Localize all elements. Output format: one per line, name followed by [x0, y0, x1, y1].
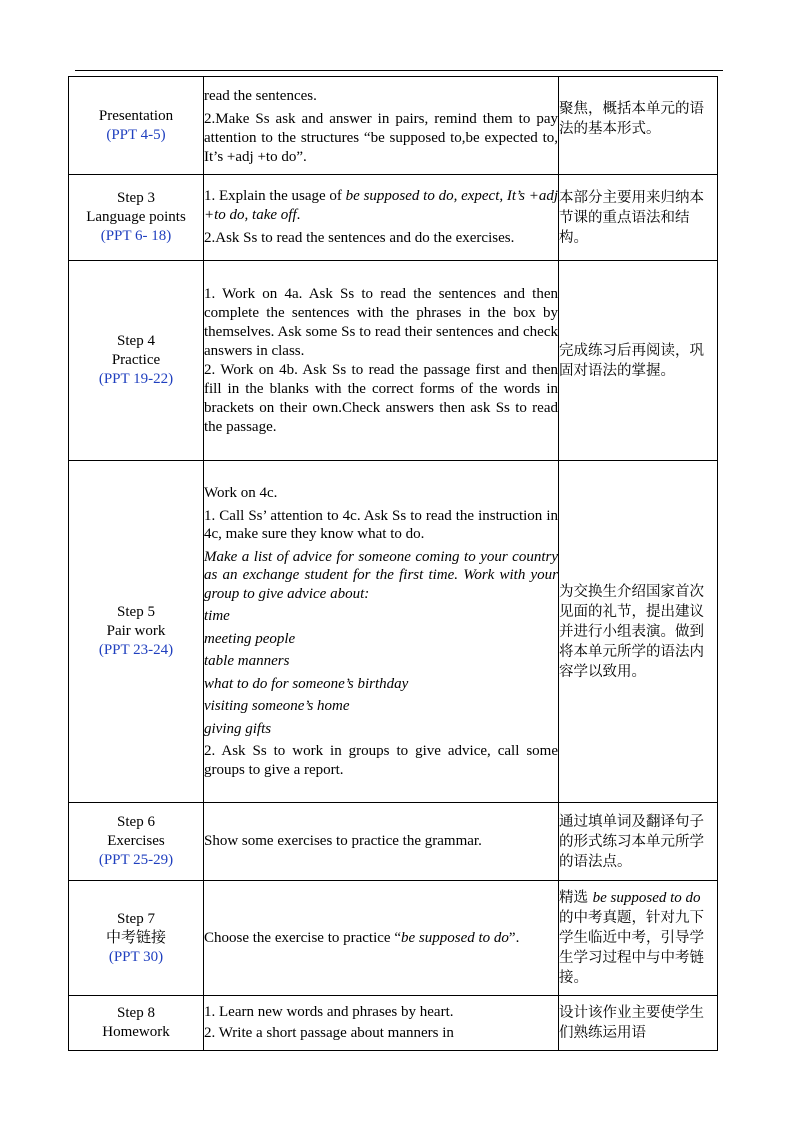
activity-line: 2. Write a short passage about manners in: [204, 1025, 454, 1041]
purpose-cell: 设计该作业主要使学生们熟练运用语: [559, 996, 718, 1051]
activity-line: Show some exercises to practice the grammar.: [204, 833, 482, 849]
table-row-step-8: [69, 996, 718, 1051]
activity-line: 1. Work on 4a. Ask Ss to read the sentences and then complete the sentences with the phrases in the box by themselves. Ask some Ss to read their sentences and check answers in class.: [204, 285, 558, 359]
step-number: Step 5: [117, 604, 155, 620]
purpose-cell: [559, 881, 718, 996]
table-row-step-5: [69, 461, 718, 803]
table-row-step-4: [69, 261, 718, 461]
table-row-step-7: [69, 881, 718, 996]
text-run: Choose the exercise to practice “: [204, 929, 401, 946]
activity-cell: [204, 77, 559, 175]
italic-run: be supposed to do, expect, It’s +adj +to do, take off: [204, 188, 558, 223]
ppt-ref: (PPT 6- 18): [100, 228, 172, 244]
step-cell: [69, 175, 204, 261]
activity-cell: [204, 996, 559, 1051]
step-cell: [69, 996, 204, 1051]
step-cell: [69, 261, 204, 461]
purpose-cell: 聚焦，概括本单元的语法的基本形式。: [559, 77, 718, 175]
activity-line: read the sentences.: [204, 88, 317, 104]
topic-item: time: [204, 608, 230, 624]
topic-item: giving gifts: [204, 720, 272, 737]
step-name: Exercises: [107, 833, 165, 849]
step-number: Step 7: [117, 910, 155, 927]
table-row-presentation: [69, 77, 718, 175]
step-name: Homework: [102, 1024, 170, 1040]
topic-item: what to do for someone’s birthday: [204, 675, 409, 692]
step-name: Pair work: [106, 623, 166, 639]
topic-item: visiting someone’s home: [204, 698, 350, 714]
text-run: 的中考真题，针对九下学生临近中考，引导学生学习过程中与中考链接。: [559, 910, 704, 986]
text-run: 1. Explain the usage of: [204, 188, 346, 204]
step-number: Step 4: [117, 333, 155, 349]
activity-line: [204, 187, 558, 225]
lesson-plan-table: [68, 76, 718, 1051]
step-cell: [69, 461, 204, 803]
topic-item: table manners: [204, 653, 290, 669]
activity-cell: [204, 881, 559, 996]
activity-line: 2. Work on 4b. Ask Ss to read the passage first and then fill in the blanks with the correct forms of the words in brackets on their own.Check answers then ask Ss to read the passage.: [204, 361, 558, 435]
italic-run: be supposed to do: [401, 929, 509, 946]
purpose-cell: 通过填单词及翻译句子的形式练习本单元所学的语法点。: [559, 803, 718, 881]
purpose-cell: 完成练习后再阅读，巩固对语法的掌握。: [559, 261, 718, 461]
italic-run: be supposed to do: [592, 890, 701, 906]
step-name: Practice: [111, 352, 161, 368]
activity-cell: [204, 175, 559, 261]
step-name: 中考链接: [105, 929, 166, 946]
table-row-step-3: [69, 175, 718, 261]
ppt-ref: (PPT 4-5): [106, 126, 166, 143]
activity-cell: [204, 803, 559, 881]
activity-line: 2.Make Ss ask and answer in pairs, remind them to pay attention to the structures “be supposed to,be expected to, It’s +adj +to do”.: [204, 111, 558, 165]
text-run: ”.: [508, 929, 520, 946]
step-cell: [69, 77, 204, 175]
header-rule: [75, 70, 723, 71]
task-prompt: Make a list of advice for someone coming to your country as an exchange student for the first time. Work with your group to give advice about:: [204, 548, 558, 602]
ppt-ref: (PPT 25-29): [98, 852, 174, 868]
activity-line: 2.Ask Ss to read the sentences and do the exercises.: [204, 230, 515, 246]
step-name: Presentation: [98, 107, 174, 124]
step-cell: [69, 803, 204, 881]
ppt-ref: (PPT 23-24): [98, 642, 174, 658]
activity-line: [204, 929, 558, 948]
activity-line: 1. Call Ss’ attention to 4c. Ask Ss to read the instruction in 4c, make sure they know what to do.: [204, 507, 558, 542]
step-number: Step 3: [117, 190, 155, 206]
text-run: 精选: [559, 890, 593, 906]
table-row-step-6: [69, 803, 718, 881]
purpose-cell: 为交换生介绍国家首次见面的礼节，提出建议并进行小组表演。做到将本单元所学的语法内容学以致用。: [559, 461, 718, 803]
step-number: Step 8: [117, 1005, 155, 1021]
activity-cell: [204, 261, 559, 461]
step-name: Language points: [86, 209, 186, 225]
ppt-ref: (PPT 19-22): [98, 371, 174, 387]
activity-line: Work on 4c.: [204, 485, 278, 501]
ppt-ref: (PPT 30): [108, 948, 164, 965]
purpose-cell: 本部分主要用来归纳本节课的重点语法和结构。: [559, 175, 718, 261]
step-cell: [69, 881, 204, 996]
activity-cell: [204, 461, 559, 803]
topic-item: meeting people: [204, 630, 296, 647]
activity-line: 2. Ask Ss to work in groups to give advice, call some groups to give a report.: [204, 743, 558, 778]
step-number: Step 6: [117, 814, 155, 830]
text-run: .: [296, 207, 301, 223]
activity-line: 1. Learn new words and phrases by heart.: [204, 1004, 454, 1020]
